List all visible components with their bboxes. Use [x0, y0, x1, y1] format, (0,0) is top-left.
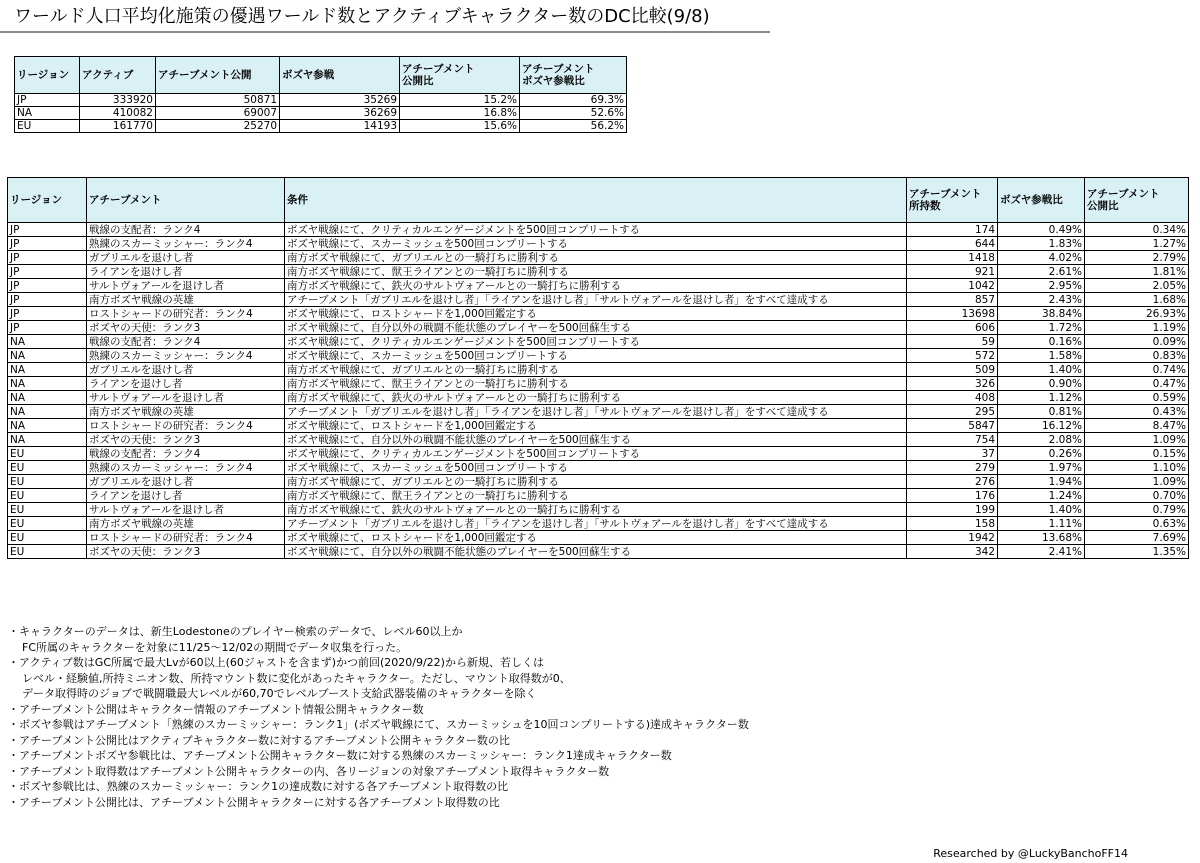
table-cell: 0.09% — [1085, 335, 1189, 349]
table-cell: 2.79% — [1085, 251, 1189, 265]
table-row — [8, 377, 1189, 391]
column-header: リージョン — [15, 57, 80, 94]
table-cell: 1.19% — [1085, 321, 1189, 335]
table-cell: 1.94% — [998, 475, 1085, 489]
table-cell: 0.49% — [998, 223, 1085, 237]
summary-header-row — [15, 57, 627, 94]
table-cell: 176 — [907, 489, 998, 503]
table-cell: 0.34% — [1085, 223, 1189, 237]
table-cell: 857 — [907, 293, 998, 307]
table-cell: NA — [8, 349, 87, 363]
note-line: ・アチーブメント公開はキャラクター情報のアチーブメント情報公開キャラクター数 — [8, 702, 424, 716]
table-cell: ボズヤ戦線にて、クリティカルエンゲージメントを500回コンプリートする — [285, 447, 907, 461]
table-cell: 南方ボズヤ戦線にて、ガブリエルとの一騎打ちに勝利する — [285, 251, 907, 265]
table-cell: NA — [8, 391, 87, 405]
achievement-header-row — [8, 178, 1189, 223]
table-row — [15, 94, 627, 107]
table-cell: 1.58% — [998, 349, 1085, 363]
table-cell: 1.24% — [998, 489, 1085, 503]
table-row — [8, 321, 1189, 335]
table-cell: 1.11% — [998, 517, 1085, 531]
table-cell: 1418 — [907, 251, 998, 265]
table-cell: 2.61% — [998, 265, 1085, 279]
table-cell: NA — [8, 363, 87, 377]
table-cell: 13698 — [907, 307, 998, 321]
table-cell: 7.69% — [1085, 531, 1189, 545]
table-cell: 38.84% — [998, 307, 1085, 321]
table-cell: ロストシャードの研究者：ランク4 — [87, 307, 285, 321]
table-cell: 25270 — [156, 120, 280, 133]
table-cell: 0.43% — [1085, 405, 1189, 419]
notes-section — [8, 624, 788, 810]
table-cell: 南方ボズヤ戦線にて、ガブリエルとの一騎打ちに勝利する — [285, 363, 907, 377]
table-cell: 56.2% — [520, 120, 627, 133]
table-cell: 2.05% — [1085, 279, 1189, 293]
table-cell: 0.70% — [1085, 489, 1189, 503]
table-cell: ボズヤの天使：ランク3 — [87, 433, 285, 447]
table-row — [8, 405, 1189, 419]
table-cell: ガブリエルを退けし者 — [87, 475, 285, 489]
table-cell: サルトヴォアールを退けし者 — [87, 391, 285, 405]
summary-body — [15, 94, 627, 133]
table-row — [8, 433, 1189, 447]
table-row — [8, 307, 1189, 321]
table-cell: ボズヤ戦線にて、自分以外の戦闘不能状態のプレイヤーを500回蘇生する — [285, 545, 907, 559]
table-cell: 1.83% — [998, 237, 1085, 251]
table-cell: 戦線の支配者：ランク4 — [87, 447, 285, 461]
note-line: FC所属のキャラクターを対象に11/25～12/02の期間でデータ収集を行った。 — [22, 640, 408, 654]
table-cell: 南方ボズヤ戦線にて、鉄火のサルトヴォアールとの一騎打ちに勝利する — [285, 279, 907, 293]
column-header: アチーブメント公開 — [156, 57, 280, 94]
table-cell: 0.90% — [998, 377, 1085, 391]
table-cell: 戦線の支配者：ランク4 — [87, 223, 285, 237]
table-cell: 1042 — [907, 279, 998, 293]
column-header: アチーブメント ボズヤ参戦比 — [520, 57, 627, 94]
table-cell: ボズヤ戦線にて、クリティカルエンゲージメントを500回コンプリートする — [285, 335, 907, 349]
table-cell: 南方ボズヤ戦線にて、獣王ライアンとの一騎打ちに勝利する — [285, 489, 907, 503]
note-line: ・アチーブメント公開比はアクティブキャラクター数に対するアチーブメント公開キャラクター数の比 — [8, 733, 510, 747]
table-row — [8, 545, 1189, 559]
table-row — [15, 120, 627, 133]
table-cell: 5847 — [907, 419, 998, 433]
table-cell: 0.81% — [998, 405, 1085, 419]
table-row — [8, 517, 1189, 531]
table-cell: 1.10% — [1085, 461, 1189, 475]
table-row — [8, 503, 1189, 517]
table-cell: 13.68% — [998, 531, 1085, 545]
column-header: 条件 — [285, 178, 907, 223]
table-row — [8, 349, 1189, 363]
table-row — [8, 363, 1189, 377]
table-cell: ライアンを退けし者 — [87, 377, 285, 391]
table-cell: 69007 — [156, 107, 280, 120]
table-cell: 754 — [907, 433, 998, 447]
table-cell: JP — [8, 251, 87, 265]
note-line: ・アチーブメント取得数はアチーブメント公開キャラクターの内、各リージョンの対象アチーブメント取得キャラクター数 — [8, 764, 610, 778]
table-cell: 921 — [907, 265, 998, 279]
table-cell: 59 — [907, 335, 998, 349]
table-cell: 1.09% — [1085, 475, 1189, 489]
column-header: アチーブメント 公開比 — [400, 57, 520, 94]
table-cell: JP — [8, 237, 87, 251]
table-cell: 37 — [907, 447, 998, 461]
table-cell: ボズヤの天使：ランク3 — [87, 545, 285, 559]
table-cell: EU — [8, 517, 87, 531]
table-cell: 1.72% — [998, 321, 1085, 335]
table-cell: 2.41% — [998, 545, 1085, 559]
table-row — [8, 251, 1189, 265]
table-cell: ボズヤ戦線にて、スカーミッシュを500回コンプリートする — [285, 349, 907, 363]
table-cell: EU — [8, 447, 87, 461]
table-cell: 0.16% — [998, 335, 1085, 349]
table-cell: 606 — [907, 321, 998, 335]
table-cell: EU — [8, 461, 87, 475]
table-cell: 南方ボズヤ戦線の英雄 — [87, 517, 285, 531]
table-cell: 279 — [907, 461, 998, 475]
table-cell: 0.79% — [1085, 503, 1189, 517]
table-cell: 14193 — [280, 120, 400, 133]
table-cell: 0.15% — [1085, 447, 1189, 461]
table-cell: アチーブメント「ガブリエルを退けし者」「ライアンを退けし者」「サルトヴォアールを退けし者」をすべて達成する — [285, 405, 907, 419]
table-cell: 408 — [907, 391, 998, 405]
table-cell: 熟練のスカーミッシャー：ランク4 — [87, 461, 285, 475]
table-cell: 36269 — [280, 107, 400, 120]
table-cell: 16.12% — [998, 419, 1085, 433]
column-header: アチーブメント 公開比 — [1085, 178, 1189, 223]
table-cell: 0.47% — [1085, 377, 1189, 391]
note-line: レベル・経験値,所持ミニオン数、所持マウント数に変化があったキャラクター。ただし、マウント取得数が0、 — [22, 671, 571, 685]
table-cell: 276 — [907, 475, 998, 489]
table-cell: 0.74% — [1085, 363, 1189, 377]
table-cell: 26.93% — [1085, 307, 1189, 321]
credit-text: Researched by @LuckyBanchoFF14 — [933, 847, 1128, 860]
table-cell: 南方ボズヤ戦線にて、鉄火のサルトヴォアールとの一騎打ちに勝利する — [285, 391, 907, 405]
table-cell: JP — [15, 94, 80, 107]
table-cell: ボズヤ戦線にて、スカーミッシュを500回コンプリートする — [285, 237, 907, 251]
table-cell: ガブリエルを退けし者 — [87, 251, 285, 265]
table-cell: EU — [8, 503, 87, 517]
table-cell: アチーブメント「ガブリエルを退けし者」「ライアンを退けし者」「サルトヴォアールを退けし者」をすべて達成する — [285, 517, 907, 531]
note-line: ・キャラクターのデータは、新生Lodestoneのプレイヤー検索のデータで、レベル60以上か — [8, 625, 463, 638]
table-cell: 1942 — [907, 531, 998, 545]
table-cell: ライアンを退けし者 — [87, 265, 285, 279]
table-cell: 333920 — [80, 94, 156, 107]
table-cell: ボズヤ戦線にて、自分以外の戦闘不能状態のプレイヤーを500回蘇生する — [285, 433, 907, 447]
table-cell: 15.6% — [400, 120, 520, 133]
table-cell: 174 — [907, 223, 998, 237]
table-row — [8, 447, 1189, 461]
table-cell: 4.02% — [998, 251, 1085, 265]
table-cell: 326 — [907, 377, 998, 391]
table-cell: 南方ボズヤ戦線にて、鉄火のサルトヴォアールとの一騎打ちに勝利する — [285, 503, 907, 517]
table-cell: 509 — [907, 363, 998, 377]
table-row — [8, 419, 1189, 433]
table-cell: 1.97% — [998, 461, 1085, 475]
table-cell: JP — [8, 223, 87, 237]
table-cell: 南方ボズヤ戦線にて、ガブリエルとの一騎打ちに勝利する — [285, 475, 907, 489]
column-header: アクティブ — [80, 57, 156, 94]
table-cell: ボズヤ戦線にて、自分以外の戦闘不能状態のプレイヤーを500回蘇生する — [285, 321, 907, 335]
table-cell: 1.35% — [1085, 545, 1189, 559]
table-cell: 熟練のスカーミッシャー：ランク4 — [87, 237, 285, 251]
table-row — [8, 391, 1189, 405]
note-line: データ取得時のジョブで戦闘職最大レベルが60,70でレベルブースト支給武器装備のキャラクターを除く — [22, 687, 537, 700]
table-cell: 35269 — [280, 94, 400, 107]
note-line: ・ボズヤ参戦はアチーブメント「熟練のスカーミッシャー：ランク1」(ボズヤ戦線にて、スカーミッシュを10回コンプリートする)達成キャラクター数 — [8, 718, 749, 731]
achievement-body — [8, 223, 1189, 559]
table-cell: 50871 — [156, 94, 280, 107]
table-cell: 410082 — [80, 107, 156, 120]
table-cell: EU — [15, 120, 80, 133]
table-cell: 52.6% — [520, 107, 627, 120]
table-cell: JP — [8, 265, 87, 279]
table-cell: 0.83% — [1085, 349, 1189, 363]
table-cell: ボズヤ戦線にて、クリティカルエンゲージメントを500回コンプリートする — [285, 223, 907, 237]
table-cell: ボズヤ戦線にて、スカーミッシュを500回コンプリートする — [285, 461, 907, 475]
column-header: アチーブメント — [87, 178, 285, 223]
table-cell: JP — [8, 321, 87, 335]
table-cell: アチーブメント「ガブリエルを退けし者」「ライアンを退けし者」「サルトヴォアールを退けし者」をすべて達成する — [285, 293, 907, 307]
table-cell: 1.12% — [998, 391, 1085, 405]
page-title: ワールド人口平均化施策の優遇ワールド数とアクティブキャラクター数のDC比較(9/8) — [14, 6, 710, 27]
table-cell: 南方ボズヤ戦線にて、獣王ライアンとの一騎打ちに勝利する — [285, 265, 907, 279]
table-cell: NA — [8, 419, 87, 433]
table-cell: ボズヤ戦線にて、ロストシャードを1,000回鑑定する — [285, 419, 907, 433]
table-cell: ボズヤ戦線にて、ロストシャードを1,000回鑑定する — [285, 307, 907, 321]
table-cell: ロストシャードの研究者：ランク4 — [87, 419, 285, 433]
table-cell: 1.40% — [998, 503, 1085, 517]
table-cell: 2.08% — [998, 433, 1085, 447]
table-cell: 572 — [907, 349, 998, 363]
table-cell: 16.8% — [400, 107, 520, 120]
table-cell: NA — [15, 107, 80, 120]
table-cell: 295 — [907, 405, 998, 419]
table-cell: NA — [8, 405, 87, 419]
table-cell: EU — [8, 489, 87, 503]
table-cell: NA — [8, 433, 87, 447]
table-cell: EU — [8, 545, 87, 559]
table-cell: NA — [8, 377, 87, 391]
table-cell: NA — [8, 335, 87, 349]
table-cell: ロストシャードの研究者：ランク4 — [87, 531, 285, 545]
table-cell: ライアンを退けし者 — [87, 489, 285, 503]
table-row — [8, 475, 1189, 489]
summary-table — [14, 56, 627, 133]
table-cell: 199 — [907, 503, 998, 517]
note-line: ・ボズヤ参戦比は、熟練のスカーミッシャー：ランク1の達成数に対する各アチーブメント取得数の比 — [8, 780, 509, 793]
table-cell: 戦線の支配者：ランク4 — [87, 335, 285, 349]
column-header: ボズヤ参戦比 — [998, 178, 1085, 223]
table-cell: 1.40% — [998, 363, 1085, 377]
note-line: ・アチーブメント公開比は、アチーブメント公開キャラクターに対する各アチーブメント取得数の比 — [8, 795, 500, 809]
table-cell: 1.81% — [1085, 265, 1189, 279]
table-cell: JP — [8, 293, 87, 307]
note-line: ・アクティブ数はGC所属で最大Lvが60以上(60ジャストを含まず)かつ前回(2020/9/22)から新規、若しくは — [8, 656, 544, 669]
table-cell: 1.68% — [1085, 293, 1189, 307]
table-cell: 0.26% — [998, 447, 1085, 461]
table-cell: JP — [8, 279, 87, 293]
table-cell: 161770 — [80, 120, 156, 133]
note-line: ・アチーブメントボズヤ参戦比は、アチーブメント公開キャラクター数に対する熟練のスカーミッシャー：ランク1達成キャラクター数 — [8, 749, 672, 762]
table-cell: EU — [8, 475, 87, 489]
table-cell: ボズヤの天使：ランク3 — [87, 321, 285, 335]
table-cell: サルトヴォアールを退けし者 — [87, 279, 285, 293]
table-cell: 2.43% — [998, 293, 1085, 307]
title-underline — [0, 31, 770, 33]
table-cell: 15.2% — [400, 94, 520, 107]
table-cell: 1.09% — [1085, 433, 1189, 447]
table-cell: 342 — [907, 545, 998, 559]
table-cell: 644 — [907, 237, 998, 251]
table-row — [8, 335, 1189, 349]
table-cell: 69.3% — [520, 94, 627, 107]
column-header: ボズヤ参戦 — [280, 57, 400, 94]
table-cell: ガブリエルを退けし者 — [87, 363, 285, 377]
table-cell: JP — [8, 307, 87, 321]
table-cell: サルトヴォアールを退けし者 — [87, 503, 285, 517]
table-row — [8, 531, 1189, 545]
table-row — [8, 461, 1189, 475]
table-cell: 熟練のスカーミッシャー：ランク4 — [87, 349, 285, 363]
table-cell: ボズヤ戦線にて、ロストシャードを1,000回鑑定する — [285, 531, 907, 545]
column-header: リージョン — [8, 178, 87, 223]
table-row — [8, 237, 1189, 251]
table-cell: 1.27% — [1085, 237, 1189, 251]
column-header: アチーブメント 所持数 — [907, 178, 998, 223]
table-row — [8, 293, 1189, 307]
table-row — [8, 279, 1189, 293]
table-cell: 0.59% — [1085, 391, 1189, 405]
table-cell: 2.95% — [998, 279, 1085, 293]
table-cell: 南方ボズヤ戦線にて、獣王ライアンとの一騎打ちに勝利する — [285, 377, 907, 391]
table-row — [8, 223, 1189, 237]
achievement-table — [7, 177, 1189, 559]
table-cell: 南方ボズヤ戦線の英雄 — [87, 293, 285, 307]
table-cell: 南方ボズヤ戦線の英雄 — [87, 405, 285, 419]
table-cell: 0.63% — [1085, 517, 1189, 531]
table-row — [8, 265, 1189, 279]
table-cell: 158 — [907, 517, 998, 531]
table-cell: 8.47% — [1085, 419, 1189, 433]
table-row — [8, 489, 1189, 503]
table-row — [15, 107, 627, 120]
table-cell: EU — [8, 531, 87, 545]
